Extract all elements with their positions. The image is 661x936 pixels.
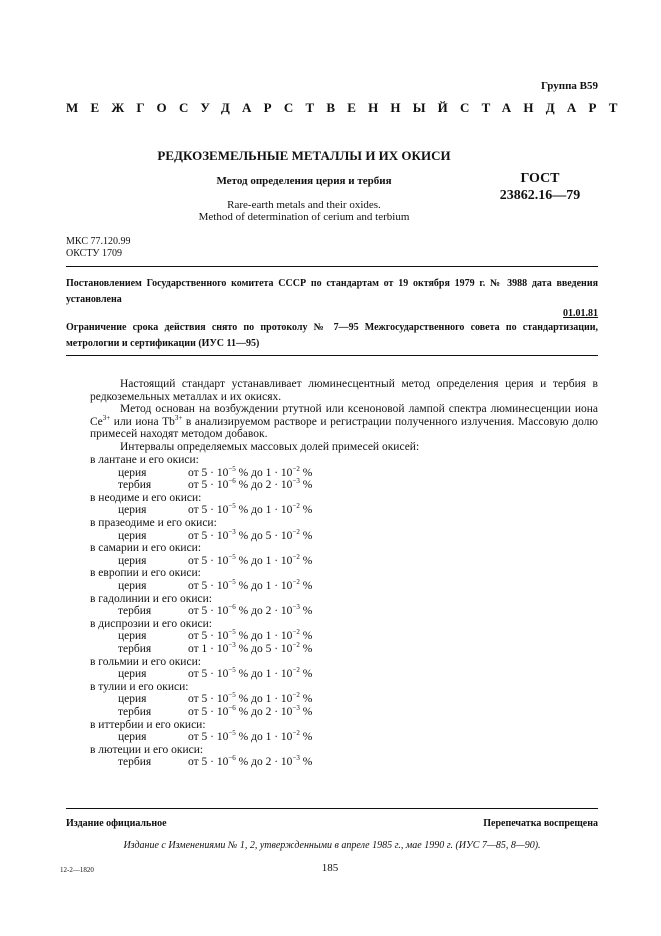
range-to: % до 1 · 10 (235, 504, 293, 517)
interval-group-label: в европии и его окиси: (90, 567, 201, 580)
decree-date: 01.01.81 (563, 308, 598, 319)
range-to-exponent: −3 (292, 477, 300, 486)
range-to-exponent: −3 (292, 603, 300, 612)
english-title-line1: Rare-earth metals and their oxides. (227, 199, 381, 211)
document-title: РЕДКОЗЕМЕЛЬНЫЕ МЕТАЛЛЫ И ИХ ОКИСИ (157, 148, 451, 163)
interval-group-label: в гольмии и его окиси: (90, 655, 201, 668)
range-from-exponent: −6 (228, 477, 236, 486)
interval-range (188, 643, 312, 656)
ce-charge: 3+ (102, 413, 111, 422)
interval-element: тербия (118, 605, 152, 618)
range-unit: % (299, 466, 313, 479)
interval-element: церия (118, 466, 147, 479)
range-unit: % (299, 554, 313, 567)
mks-code: МКС 77.120.99 (66, 236, 131, 247)
range-from: от 5 · 10 (188, 479, 229, 492)
interval-range (188, 731, 312, 744)
interval-range (188, 580, 312, 593)
interval-element: тербия (118, 706, 152, 718)
range-from-exponent: −5 (228, 552, 236, 561)
range-to: % до 2 · 10 (235, 756, 293, 769)
range-unit: % (299, 630, 313, 643)
range-from-exponent: −6 (228, 704, 236, 713)
range-unit: % (299, 706, 313, 718)
range-from-exponent: −5 (228, 729, 236, 738)
range-to: % до 2 · 10 (235, 479, 293, 492)
range-from-exponent: −5 (228, 464, 236, 473)
range-to-exponent: −2 (292, 502, 300, 511)
range-to-exponent: −3 (292, 704, 300, 713)
range-from: от 5 · 10 (188, 580, 229, 592)
official-edition: Издание официальное (66, 818, 167, 829)
range-from-exponent: −5 (228, 691, 236, 700)
range-to: % до 2 · 10 (235, 706, 293, 718)
interval-group-label: в гадолинии и его окиси: (90, 592, 212, 605)
interval-element: церия (118, 529, 147, 542)
interval-element: церия (118, 731, 147, 744)
range-unit: % (299, 693, 313, 706)
okstu-code: ОКСТУ 1709 (66, 248, 123, 259)
interval-element: церия (118, 504, 147, 517)
range-unit: % (299, 504, 313, 517)
range-from: от 5 · 10 (188, 605, 229, 618)
paragraph-method (90, 403, 598, 441)
range-from: от 5 · 10 (188, 668, 229, 681)
range-from: от 5 · 10 (188, 529, 229, 542)
interval-range (188, 527, 313, 543)
range-unit: % (299, 643, 313, 655)
range-from: от 1 · 10 (188, 643, 229, 655)
range-to: % до 1 · 10 (235, 580, 293, 592)
range-from: от 5 · 10 (188, 693, 229, 706)
range-to: % до 1 · 10 (235, 693, 293, 706)
interval-element: церия (118, 580, 147, 592)
range-to-exponent: −2 (292, 628, 300, 637)
interstate-word: МЕЖГОСУДАРСТВЕННЫЙ (66, 100, 460, 115)
decree-text: Постановлением Государственного комитета СССР по стандартам от 19 октября 1979 г. № 3988 дата введения установлена (66, 278, 598, 305)
range-to-exponent: −2 (292, 729, 300, 738)
method-text-3: в анализируемом растворе и регистрации полученного излучения. Массовую долю примесей находят методом добавок. (90, 415, 598, 440)
range-from: от 5 · 10 (188, 504, 229, 517)
interval-range (188, 706, 312, 719)
range-unit: % (299, 479, 313, 492)
limitation-note: Ограничение срока действия снято по протоколу № 7—95 Межгосударственного совета по стандартизации, метрологии и сертификации (ИУС 11—95) (66, 322, 598, 349)
range-from-exponent: −5 (228, 502, 236, 511)
standard-word: СТАНДАРТ (460, 100, 630, 115)
range-from: от 5 · 10 (188, 731, 229, 744)
range-from-exponent: −6 (228, 754, 236, 763)
range-unit: % (299, 731, 313, 744)
interval-element: тербия (118, 756, 152, 769)
interstate-standard-heading (66, 100, 630, 116)
interval-element: тербия (118, 479, 152, 492)
range-to-exponent: −2 (292, 691, 300, 700)
interval-range (188, 479, 312, 492)
gost-label: ГОСТ (520, 171, 560, 186)
range-unit: % (299, 756, 313, 769)
tb-charge: 3+ (174, 413, 183, 422)
gost-number: 23862.16—79 (499, 188, 581, 203)
range-to: % до 1 · 10 (235, 668, 293, 681)
divider-top (66, 266, 598, 267)
range-to-exponent: −2 (292, 666, 300, 675)
interval-group-label: в диспрозии и его окиси: (90, 617, 212, 630)
group-code: Группа В59 (540, 80, 598, 92)
range-unit: % (299, 529, 313, 542)
interval-element: церия (118, 554, 147, 567)
interval-group-label: в празеодиме и его окиси: (90, 517, 217, 529)
classification-codes (66, 236, 130, 260)
range-unit: % (299, 668, 313, 681)
interval-group-label: в иттербии и его окиси: (90, 718, 206, 731)
range-to-exponent: −2 (292, 464, 300, 473)
range-to: % до 1 · 10 (235, 731, 293, 744)
gost-designation (470, 170, 610, 204)
interval-group-label: в неодиме и его окиси: (90, 491, 202, 504)
interval-range (188, 756, 312, 769)
range-from-exponent: −3 (228, 641, 236, 650)
interval-group-label: в лютеции и его окиси: (90, 743, 204, 756)
range-unit: % (299, 605, 313, 618)
paragraph-intervals-intro: Интервалы определяемых массовых долей примесей окисей: (120, 441, 420, 453)
interval-element: церия (118, 630, 147, 643)
interval-range (188, 605, 312, 618)
range-to-exponent: −2 (292, 641, 300, 650)
range-to-exponent: −3 (292, 754, 300, 763)
english-title (124, 199, 484, 223)
interval-range (188, 668, 312, 681)
range-to: % до 1 · 10 (235, 466, 293, 479)
interval-range (188, 504, 312, 517)
reprint-prohibited: Перепечатка воспрещена (483, 818, 598, 829)
interval-element: церия (118, 668, 147, 681)
method-text-2: или иона Tb (110, 415, 175, 428)
print-code: 12-2—1820 (60, 866, 94, 874)
divider-middle (66, 355, 598, 356)
range-from: от 5 · 10 (188, 466, 229, 479)
range-to: % до 5 · 10 (235, 643, 293, 655)
range-from: от 5 · 10 (188, 706, 229, 718)
range-from-exponent: −3 (228, 527, 236, 536)
interval-group-label: в самарии и его окиси: (90, 542, 202, 555)
interval-group-label: в тулии и его окиси: (90, 680, 189, 693)
range-from-exponent: −5 (228, 628, 236, 637)
range-from: от 5 · 10 (188, 756, 229, 769)
edition-note: Издание с Изменениями № 1, 2, утвержденными в апреле 1985 г., мае 1990 г. (ИУС 7—85, 8—90). (123, 840, 541, 851)
range-unit: % (299, 580, 313, 592)
range-to: % до 1 · 10 (235, 554, 293, 567)
document-subtitle: Метод определения церия и тербия (216, 175, 392, 187)
interval-element: церия (118, 693, 147, 706)
page-number: 185 (321, 862, 339, 874)
range-from-exponent: −5 (228, 666, 236, 675)
range-from: от 5 · 10 (188, 630, 229, 643)
range-to: % до 2 · 10 (235, 605, 293, 618)
range-to-exponent: −2 (292, 578, 300, 587)
english-title-line2: Method of determination of cerium and terbium (198, 211, 410, 223)
range-from-exponent: −5 (228, 578, 236, 587)
interval-range (188, 552, 313, 568)
range-to-exponent: −2 (292, 552, 300, 561)
interval-element: тербия (118, 643, 152, 655)
range-to: % до 5 · 10 (235, 529, 293, 542)
range-to: % до 1 · 10 (235, 630, 293, 643)
paragraph-scope: Настоящий стандарт устанавливает люминесцентный метод определения церия и тербия в редкоземельных металлах и их окисях. (90, 378, 598, 403)
method-text-1: Метод основан на возбуждении ртутной или ксеноновой лампой спектра люминесценции иона Ce (90, 403, 598, 428)
range-to-exponent: −2 (292, 527, 300, 536)
range-from: от 5 · 10 (188, 554, 229, 567)
interval-group-label: в лантане и его окиси: (90, 454, 199, 466)
range-from-exponent: −6 (228, 603, 236, 612)
divider-bottom (66, 808, 598, 809)
